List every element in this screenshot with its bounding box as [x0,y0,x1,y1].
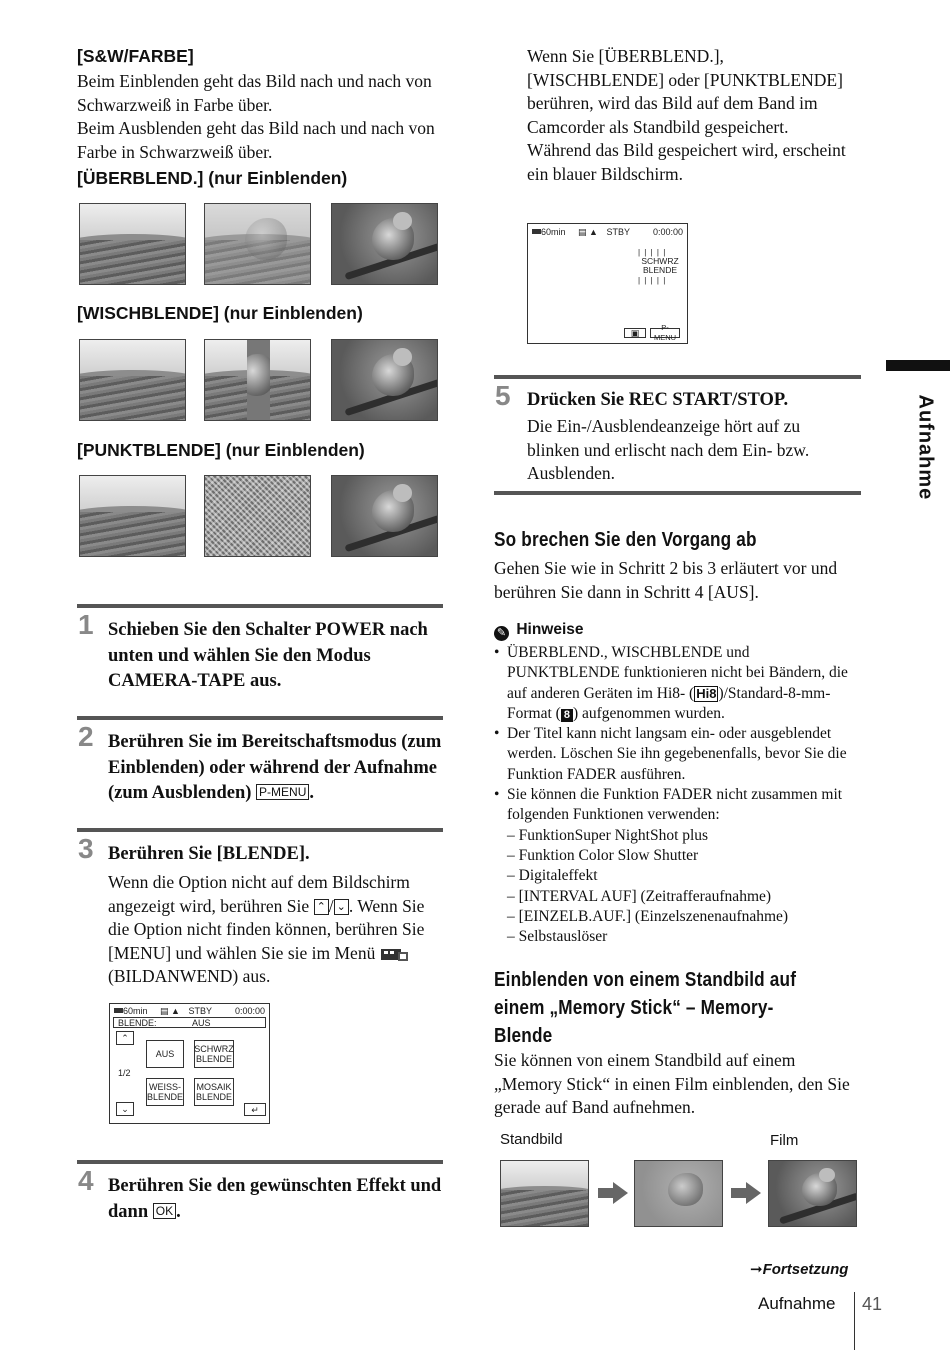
lcd-return-button[interactable]: ↵ [244,1103,266,1116]
lcd-option-weissblende[interactable]: WEISS- BLENDE [146,1078,184,1106]
step-4-title-end: . [176,1201,181,1222]
cancel-heading: So brechen Sie den Vorgang ab [494,529,757,551]
lcd-menu-standby: STBY [188,1006,212,1016]
memory-thumb-film [768,1160,857,1227]
ok-key: OK [153,1203,176,1219]
lcd-menu-row [113,1017,266,1028]
hinweise-label: Hinweise [516,621,584,638]
continue-arrow-icon: ➞ [750,1261,763,1278]
note-3-item: – Digitaleffekt [507,867,598,885]
hinweise-heading [494,621,584,641]
step-4-rule [77,1160,443,1164]
memory-text: Sie können von einem Standbild auf einem „Memory Stick“ in einen Film einblenden, den Sie gerade auf Band aufnehmen. [494,1050,850,1117]
lcd-option-aus[interactable]: AUS [146,1040,184,1068]
tape-icon: ▤ ▲ [160,1006,180,1016]
ueberblend-thumb-bird [331,203,438,285]
lcd-standby-status [532,227,630,238]
arrow-right-icon [731,1182,761,1204]
film-label: Film [770,1132,799,1149]
scroll-up-icon: ⌃ [314,899,329,915]
step-3-number: 3 [78,833,94,864]
wisch-thumb-mix [204,339,311,421]
page-number: 41 [862,1294,883,1314]
memory-heading-line-1: Einblenden von einem Standbild auf [494,969,797,991]
step-2-title-end: . [309,783,314,803]
step-3-text [108,871,448,989]
note-3-item: – Funktion Color Slow Shutter [507,846,699,864]
hinweise-icon: ✎ [494,626,509,641]
memory-intro-text: Wenn Sie [ÜBERBLEND.], [WISCHBLENDE] oder [PUNKTBLENDE] berühren, wird das Bild auf dem Band im Camcorder als Standbild gespeichert. Während das Bild gespeichert wird, erscheint ein blauer Bildschirm. [527,46,846,184]
step-3-text-c: . Wenn Sie die Option nicht finden können, berühren Sie [MENU] und wählen Sie sie im Menü [108,895,425,963]
memory-heading-line-3: Blende [494,1025,553,1047]
step-3-rule [77,828,443,832]
hi8-logo-text: Hi8 [696,685,717,701]
lcd-standby-pmenu-button[interactable]: P-MENU [650,328,680,338]
sw-farbe-text-1: Beim Einblenden geht das Bild nach und nach von Schwarzweiß in Farbe über. [77,71,432,115]
lcd-menu-screen [109,1003,270,1124]
step-2-number: 2 [78,721,94,752]
lcd-standby-memory-button[interactable]: ▣ [624,328,646,338]
fortsetzung [750,1260,848,1278]
battery-icon [114,1008,123,1013]
battery-icon [532,229,541,234]
hi8-logo-icon [694,686,718,702]
blink-rays-top-icon: | | | | | [638,248,667,257]
step-2-rule [77,716,443,720]
step-4-number: 4 [78,1165,94,1196]
memory-heading [494,966,796,1050]
ueberblend-thumb-mix [204,203,311,285]
side-tab-label: Aufnahme [914,394,937,501]
wisch-thumb-landscape [79,339,186,421]
lcd-option-schwarzblende[interactable]: SCHWRZ BLENDE [194,1040,234,1068]
step-2-title [108,730,448,807]
scroll-down-icon: ⌄ [334,899,349,915]
note-3-item: – [EINZELB.AUF.] (Einzelszenenaufnahme) [507,907,789,925]
punkt-thumb-landscape [79,475,186,557]
fortsetzung-label: Fortsetzung [762,1261,849,1278]
hinweise-list [494,643,862,947]
step-1-number: 1 [78,609,94,640]
ueberblend-heading: [ÜBERBLEND.] (nur Einblenden) [77,168,348,188]
bildanwend-menu-icon [380,946,410,962]
arrow-right-icon [598,1182,628,1204]
note-1-text-c: ) aufgenommen wurden. [572,704,725,722]
lcd-menu-timecode: 0:00:00 [234,1006,265,1016]
punkt-thumb-mix [204,475,311,557]
lcd-standby-screen [527,223,688,344]
lcd-scroll-up-button[interactable]: ⌃ [116,1031,134,1045]
punkt-thumb-bird [331,475,438,557]
step-3-text-d: (BILDANWEND) aus. [108,966,271,986]
step-3-text-slash: / [328,895,334,916]
step-5-number: 5 [495,380,511,411]
step-5-text: Die Ein-/Ausblendeanzeige hört auf zu blinken und erlischt nach dem Ein- bzw. Ausblenden. [527,416,810,483]
lcd-page-indicator: 1/2 [118,1068,131,1078]
video8-logo-icon [561,709,573,722]
step-4-title-text: Berühren Sie den gewünschten Effekt und dann [108,1176,442,1222]
step-5-title: Drücken Sie REC START/STOP. [527,390,789,410]
tape-icon: ▤ ▲ [578,227,598,237]
lcd-menu-battery: 60min [123,1006,148,1016]
lcd-menu-row-label: BLENDE: [118,1018,157,1028]
note-2: • Der Titel kann nicht langsam ein- oder ausgeblendet werden. Löschen Sie ihn gegebenenfalls, bevor Sie die Funktion FADER ausführen. [494,724,862,785]
side-tab-bar [886,360,950,371]
wisch-thumb-bird [331,339,438,421]
sw-farbe-text-2: Beim Ausblenden geht das Bild nach und nach von Farbe in Schwarzweiß über. [77,118,435,162]
footer-section: Aufnahme [758,1294,836,1313]
blink-indicator [632,246,688,286]
memory-thumb-standbild [500,1160,589,1227]
note-3-item: – Selbstauslöser [507,928,608,946]
note-1-text-b: )/Standard-8-mm-Format ( [507,684,831,722]
note-3-item: – [INTERVAL AUF] (Zeitrafferaufnahme) [507,887,772,905]
step-3-text-a: Wenn die Option nicht auf dem Bildschirm angezeigt wird, berühren Sie [108,872,410,916]
note-3-item: – FunktionSuper NightShot plus [507,826,709,844]
lcd-standby-standby: STBY [606,227,630,237]
memory-heading-line-2: einem „Memory Stick“ – Memory- [494,997,774,1019]
step-5-rule-bottom [494,491,861,495]
lcd-menu-status [114,1006,212,1017]
note-3: • Sie können die Funktion FADER nicht zusammen mit folgenden Funktionen verwenden: [494,785,862,826]
sw-farbe-heading: [S&W/FARBE] [77,46,194,66]
step-2-title-text: Berühren Sie im Bereitschaftsmodus (zum Einblenden) oder während der Aufnahme (zum Ausblenden) [108,732,442,803]
note-1-text-a: ÜBERBLEND., WISCHBLENDE und PUNKTBLENDE funktionieren nicht bei Bändern, die auf anderen Geräten im Hi8- ( [507,644,848,702]
lcd-standby-battery: 60min [541,227,566,237]
standbild-label: Standbild [500,1131,563,1148]
punktblende-heading: [PUNKTBLENDE] (nur Einblenden) [77,440,365,460]
step-5-rule-top [494,375,861,379]
step-1-title: Schieben Sie den Schalter POWER nach unten und wählen Sie den Modus CAMERA-TAPE aus. [108,620,428,691]
lcd-scroll-down-button[interactable]: ⌄ [116,1102,134,1116]
footer-divider [854,1292,855,1350]
video8-logo-text: 8 [563,708,570,721]
lcd-menu-row-value: AUS [192,1018,211,1028]
ueberblend-thumb-landscape [79,203,186,285]
step-1-rule [77,604,443,608]
p-menu-key: P-MENU [256,784,309,800]
cancel-text: Gehen Sie wie in Schritt 2 bis 3 erläutert vor und berühren Sie dann in Schritt 4 [AUS]. [494,558,838,602]
step-3-title: Berühren Sie [BLENDE]. [108,844,310,864]
note-1 [494,643,862,724]
memory-thumb-mix [634,1160,723,1227]
blink-rays-bottom-icon: | | | | | [638,276,667,285]
step-4-title [108,1174,448,1225]
lcd-standby-timecode: 0:00:00 [652,227,683,237]
lcd-standby-indicator: SCHWRZ BLENDE [641,256,679,275]
lcd-option-mosaikblende[interactable]: MOSAIK BLENDE [194,1078,234,1106]
wischblende-heading: [WISCHBLENDE] (nur Einblenden) [77,303,363,323]
